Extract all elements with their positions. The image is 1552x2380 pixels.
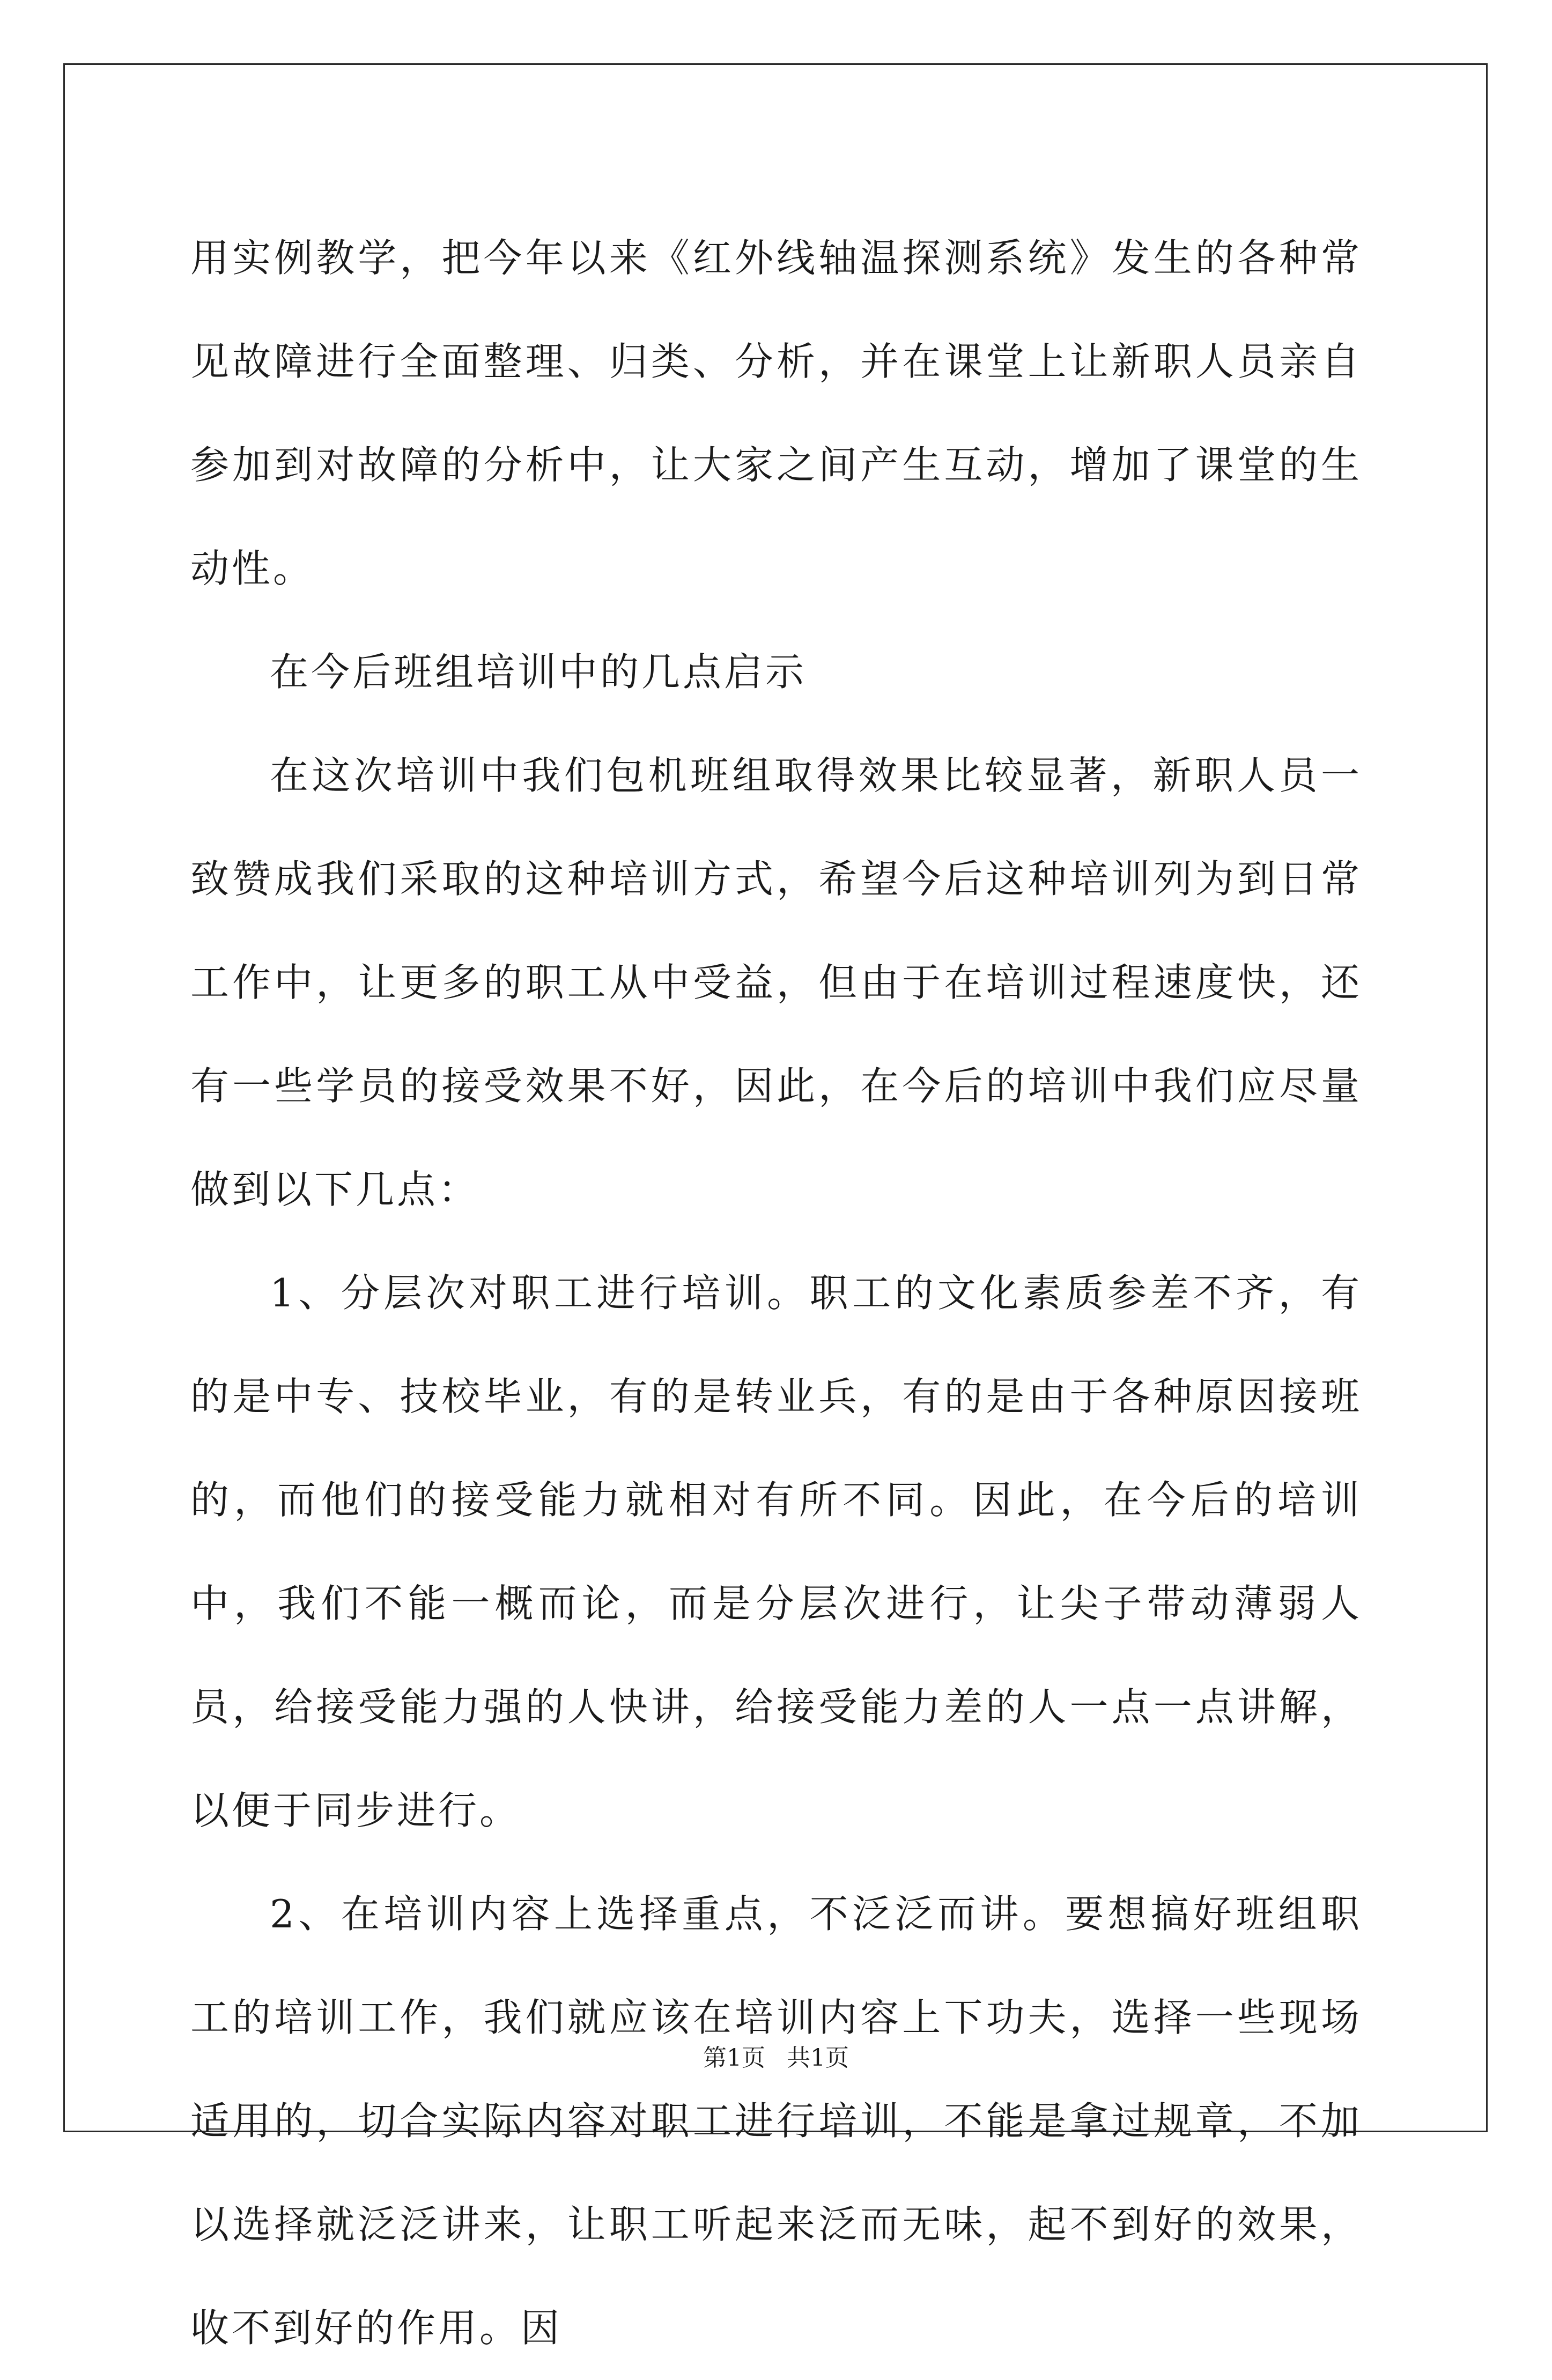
paragraph: 在这次培训中我们包机班组取得效果比较显著，新职人员一致赞成我们采取的这种培训方式，希望今后这种培训列为到日常工作中，让更多的职工从中受益，但由于在培训过程速度快，还有一些学员的接受效果不好，因此，在今后的培训中我们应尽量做到以下几点： xyxy=(190,753,1362,1212)
section-heading: 在今后班组培训中的几点启示 xyxy=(270,649,807,694)
page-number: 第1页 xyxy=(703,2044,765,2072)
paragraph-point-1: 1、分层次对职工进行培训。职工的文化素质参差不齐，有的是中专、技校毕业，有的是转业兵，有的是由于各种原因接班的，而他们的接受能力就相对有所不同。因此，在今后的培训中，我们不能一概而论，而是分层次进行，让尖子带动薄弱人员，给接受能力强的人快讲，给接受能力差的人一点一点讲解，以便于同步进行。 xyxy=(190,1270,1362,1833)
page-footer xyxy=(0,2042,1552,2074)
paragraph-point-2: 2、在培训内容上选择重点，不泛泛而讲。要想搞好班组职工的培训工作，我们就应该在培训内容上下功夫，选择一些现场适用的，切合实际内容对职工进行培训，不能是拿过规章，不加以选择就泛泛讲来，让职工听起来泛而无味，起不到好的效果，收不到好的作用。因 xyxy=(190,1891,1362,2351)
page-total: 共1页 xyxy=(787,2044,849,2072)
paragraph-continued: 用实例教学，把今年以来《红外线轴温探测系统》发生的各种常见故障进行全面整理、归类、分析，并在课堂上让新职人员亲自参加到对故障的分析中，让大家之间产生互动，增加了课堂的生动性。 xyxy=(190,235,1362,591)
